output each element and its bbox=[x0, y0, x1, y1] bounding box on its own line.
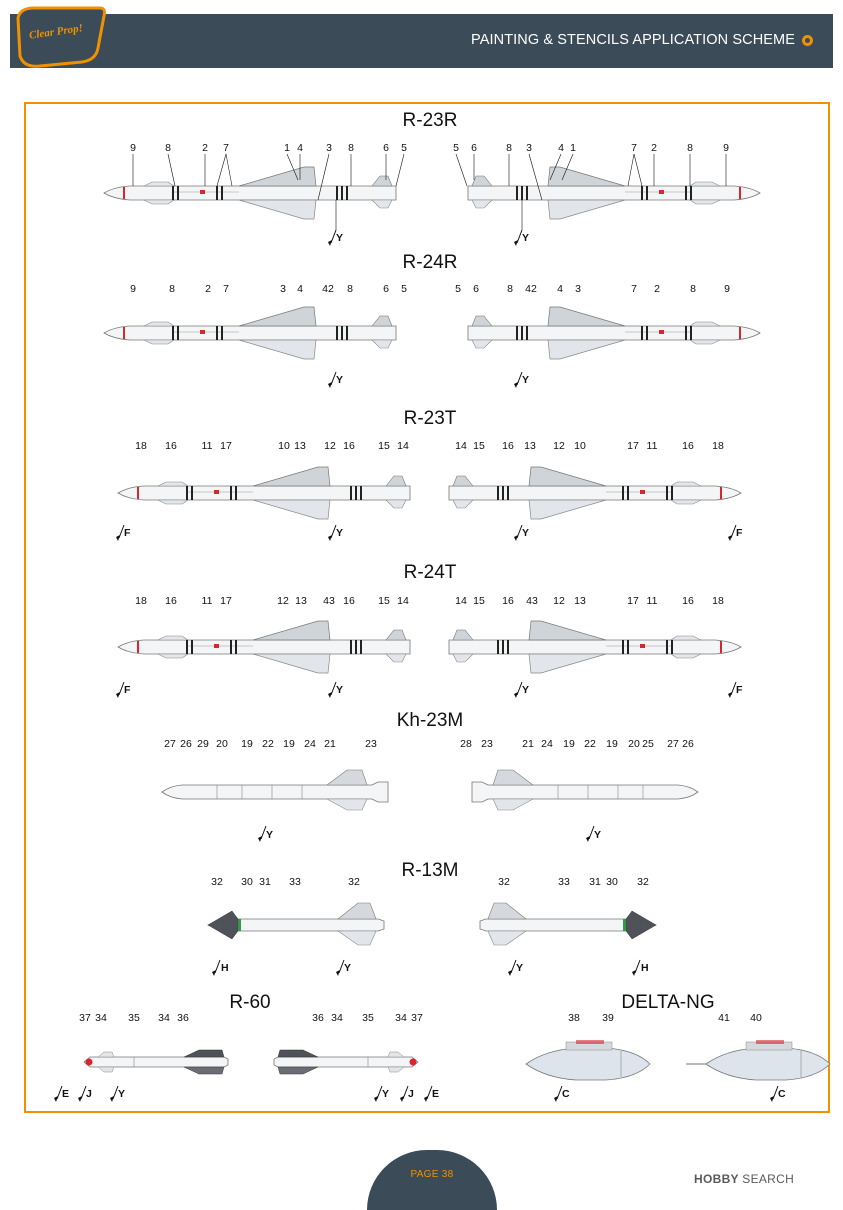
callout: 10 bbox=[278, 440, 290, 452]
callout: 9 bbox=[130, 283, 136, 295]
callout: 39 bbox=[602, 1012, 614, 1024]
callout: 8 bbox=[690, 283, 696, 295]
callout: 9 bbox=[130, 142, 136, 154]
callout: 18 bbox=[712, 440, 724, 452]
callout: 17 bbox=[220, 440, 232, 452]
callout: 14 bbox=[455, 440, 467, 452]
callout: 43 bbox=[526, 595, 538, 607]
callout: 19 bbox=[283, 738, 295, 750]
callout: 8 bbox=[687, 142, 693, 154]
callout: 1 bbox=[284, 142, 290, 154]
callout: 17 bbox=[627, 440, 639, 452]
marker-y: Y bbox=[522, 527, 530, 539]
callout: 17 bbox=[220, 595, 232, 607]
callout: 12 bbox=[324, 440, 336, 452]
title-r13m: R-13M bbox=[401, 860, 459, 881]
callout: 16 bbox=[165, 440, 177, 452]
callout: 36 bbox=[312, 1012, 324, 1024]
callout: 6 bbox=[473, 283, 479, 295]
callout: 2 bbox=[651, 142, 657, 154]
callout: 3 bbox=[280, 283, 286, 295]
callout: 36 bbox=[177, 1012, 189, 1024]
marker-y: Y bbox=[522, 374, 530, 386]
callout: 28 bbox=[460, 738, 472, 750]
marker-j: J bbox=[86, 1088, 92, 1100]
callout: 32 bbox=[348, 876, 360, 888]
callout: 35 bbox=[362, 1012, 374, 1024]
marker-y: Y bbox=[118, 1088, 126, 1100]
callout: 11 bbox=[646, 595, 658, 607]
marker-y: Y bbox=[522, 232, 530, 244]
title-r23r: R-23R bbox=[402, 110, 458, 131]
callout: 4 bbox=[557, 283, 563, 295]
callout: 10 bbox=[574, 440, 586, 452]
callout: 24 bbox=[541, 738, 553, 750]
callout: 7 bbox=[631, 142, 637, 154]
callout: 19 bbox=[241, 738, 253, 750]
callout: 2 bbox=[654, 283, 660, 295]
marker-y: Y bbox=[522, 684, 530, 696]
callout: 3 bbox=[326, 142, 332, 154]
callout: 22 bbox=[584, 738, 596, 750]
callout: 5 bbox=[455, 283, 461, 295]
callout: 27 bbox=[164, 738, 176, 750]
callout: 8 bbox=[169, 283, 175, 295]
callout: 27 bbox=[667, 738, 679, 750]
callout: 24 bbox=[304, 738, 316, 750]
marker-h: H bbox=[641, 962, 649, 974]
callout: 41 bbox=[718, 1012, 730, 1024]
marker-c: C bbox=[562, 1088, 570, 1100]
callout: 18 bbox=[712, 595, 724, 607]
logo-text: Clear Prop! bbox=[28, 22, 84, 42]
marker-y: Y bbox=[336, 374, 344, 386]
marker-j: J bbox=[408, 1088, 414, 1100]
callout: 13 bbox=[524, 440, 536, 452]
callout: 19 bbox=[606, 738, 618, 750]
hobby-search-watermark bbox=[694, 1172, 794, 1186]
callout: 16 bbox=[682, 440, 694, 452]
callout: 5 bbox=[401, 142, 407, 154]
callout: 4 bbox=[297, 142, 303, 154]
callout: 43 bbox=[323, 595, 335, 607]
marker-f: F bbox=[124, 684, 131, 696]
callout: 8 bbox=[506, 142, 512, 154]
page-number: PAGE 38 bbox=[410, 1169, 454, 1180]
callout: 26 bbox=[180, 738, 192, 750]
callout: 40 bbox=[750, 1012, 762, 1024]
callout: 18 bbox=[135, 440, 147, 452]
callout: 2 bbox=[205, 283, 211, 295]
callout: 35 bbox=[128, 1012, 140, 1024]
callout: 15 bbox=[378, 440, 390, 452]
marker-f: F bbox=[124, 527, 131, 539]
marker-e: E bbox=[432, 1088, 440, 1100]
callout: 12 bbox=[553, 440, 565, 452]
callout: 19 bbox=[563, 738, 575, 750]
callout: 42 bbox=[322, 283, 334, 295]
callout: 15 bbox=[473, 440, 485, 452]
callout: 16 bbox=[343, 595, 355, 607]
title-r24r: R-24R bbox=[402, 252, 458, 273]
callout: 30 bbox=[241, 876, 253, 888]
callout: 6 bbox=[383, 283, 389, 295]
callout: 14 bbox=[397, 595, 409, 607]
callout: 38 bbox=[568, 1012, 580, 1024]
callout: 8 bbox=[347, 283, 353, 295]
marker-y: Y bbox=[382, 1088, 390, 1100]
callout: 5 bbox=[453, 142, 459, 154]
callout: 34 bbox=[395, 1012, 407, 1024]
r23r-left-missile bbox=[104, 167, 396, 219]
callout: 34 bbox=[95, 1012, 107, 1024]
callout: 4 bbox=[297, 283, 303, 295]
callout: 32 bbox=[637, 876, 649, 888]
callout: 9 bbox=[723, 142, 729, 154]
r23r-right-missile bbox=[468, 167, 760, 219]
callout: 37 bbox=[411, 1012, 423, 1024]
callout: 3 bbox=[526, 142, 532, 154]
marker-y: Y bbox=[594, 829, 602, 841]
callout: 31 bbox=[259, 876, 271, 888]
callout: 11 bbox=[201, 440, 213, 452]
callout: 29 bbox=[197, 738, 209, 750]
callout: 31 bbox=[589, 876, 601, 888]
title-r60: R-60 bbox=[229, 992, 271, 1013]
callout: 8 bbox=[348, 142, 354, 154]
callout: 16 bbox=[165, 595, 177, 607]
callout: 23 bbox=[481, 738, 493, 750]
callout: 23 bbox=[365, 738, 377, 750]
callout: 20 bbox=[628, 738, 640, 750]
callout: 32 bbox=[498, 876, 510, 888]
marker-e: E bbox=[62, 1088, 70, 1100]
callout: 42 bbox=[525, 283, 537, 295]
callout: 20 bbox=[216, 738, 228, 750]
marker-f: F bbox=[736, 684, 743, 696]
callout: 11 bbox=[646, 440, 658, 452]
callout: 33 bbox=[289, 876, 301, 888]
marker-h: H bbox=[221, 962, 229, 974]
callout: 16 bbox=[502, 595, 514, 607]
callout: 8 bbox=[165, 142, 171, 154]
callout: 8 bbox=[507, 283, 513, 295]
marker-y: Y bbox=[336, 684, 344, 696]
callout: 34 bbox=[158, 1012, 170, 1024]
callout: 22 bbox=[262, 738, 274, 750]
callout: 15 bbox=[378, 595, 390, 607]
callout: 9 bbox=[724, 283, 730, 295]
callout: 6 bbox=[471, 142, 477, 154]
callout: 16 bbox=[682, 595, 694, 607]
callout: 12 bbox=[553, 595, 565, 607]
title-r23t: R-23T bbox=[403, 408, 457, 429]
callout: 13 bbox=[574, 595, 586, 607]
callout: 13 bbox=[295, 595, 307, 607]
callout: 26 bbox=[682, 738, 694, 750]
marker-y: Y bbox=[344, 962, 352, 974]
callout: 11 bbox=[201, 595, 213, 607]
callout: 1 bbox=[570, 142, 576, 154]
brand-name: HOBBY bbox=[694, 1172, 739, 1186]
callout: 18 bbox=[135, 595, 147, 607]
callout: 12 bbox=[277, 595, 289, 607]
marker-y: Y bbox=[266, 829, 274, 841]
marker-y: Y bbox=[336, 232, 344, 244]
callout: 17 bbox=[627, 595, 639, 607]
callout: 37 bbox=[79, 1012, 91, 1024]
callout: 34 bbox=[331, 1012, 343, 1024]
callout: 30 bbox=[606, 876, 618, 888]
callout: 16 bbox=[343, 440, 355, 452]
marker-y: Y bbox=[516, 962, 524, 974]
callout: 7 bbox=[223, 142, 229, 154]
marker-f: F bbox=[736, 527, 743, 539]
callout: 7 bbox=[223, 283, 229, 295]
title-kh23m: Kh-23M bbox=[396, 710, 464, 731]
title-delta-ng: DELTA-NG bbox=[621, 992, 715, 1013]
marker-c: C bbox=[778, 1088, 786, 1100]
marker-y: Y bbox=[336, 527, 344, 539]
callout: 4 bbox=[558, 142, 564, 154]
callout: 25 bbox=[642, 738, 654, 750]
brand-suffix: SEARCH bbox=[742, 1172, 795, 1186]
callout: 15 bbox=[473, 595, 485, 607]
title-r24t: R-24T bbox=[403, 562, 457, 583]
callout: 13 bbox=[294, 440, 306, 452]
callout: 2 bbox=[202, 142, 208, 154]
callout: 21 bbox=[324, 738, 336, 750]
callout: 14 bbox=[397, 440, 409, 452]
callout: 33 bbox=[558, 876, 570, 888]
callout: 32 bbox=[211, 876, 223, 888]
callout: 21 bbox=[522, 738, 534, 750]
page-title: PAINTING & STENCILS APPLICATION SCHEME bbox=[471, 32, 795, 48]
callout: 7 bbox=[631, 283, 637, 295]
callout: 5 bbox=[401, 283, 407, 295]
callout: 16 bbox=[502, 440, 514, 452]
callout: 3 bbox=[575, 283, 581, 295]
callout: 14 bbox=[455, 595, 467, 607]
callout: 6 bbox=[383, 142, 389, 154]
